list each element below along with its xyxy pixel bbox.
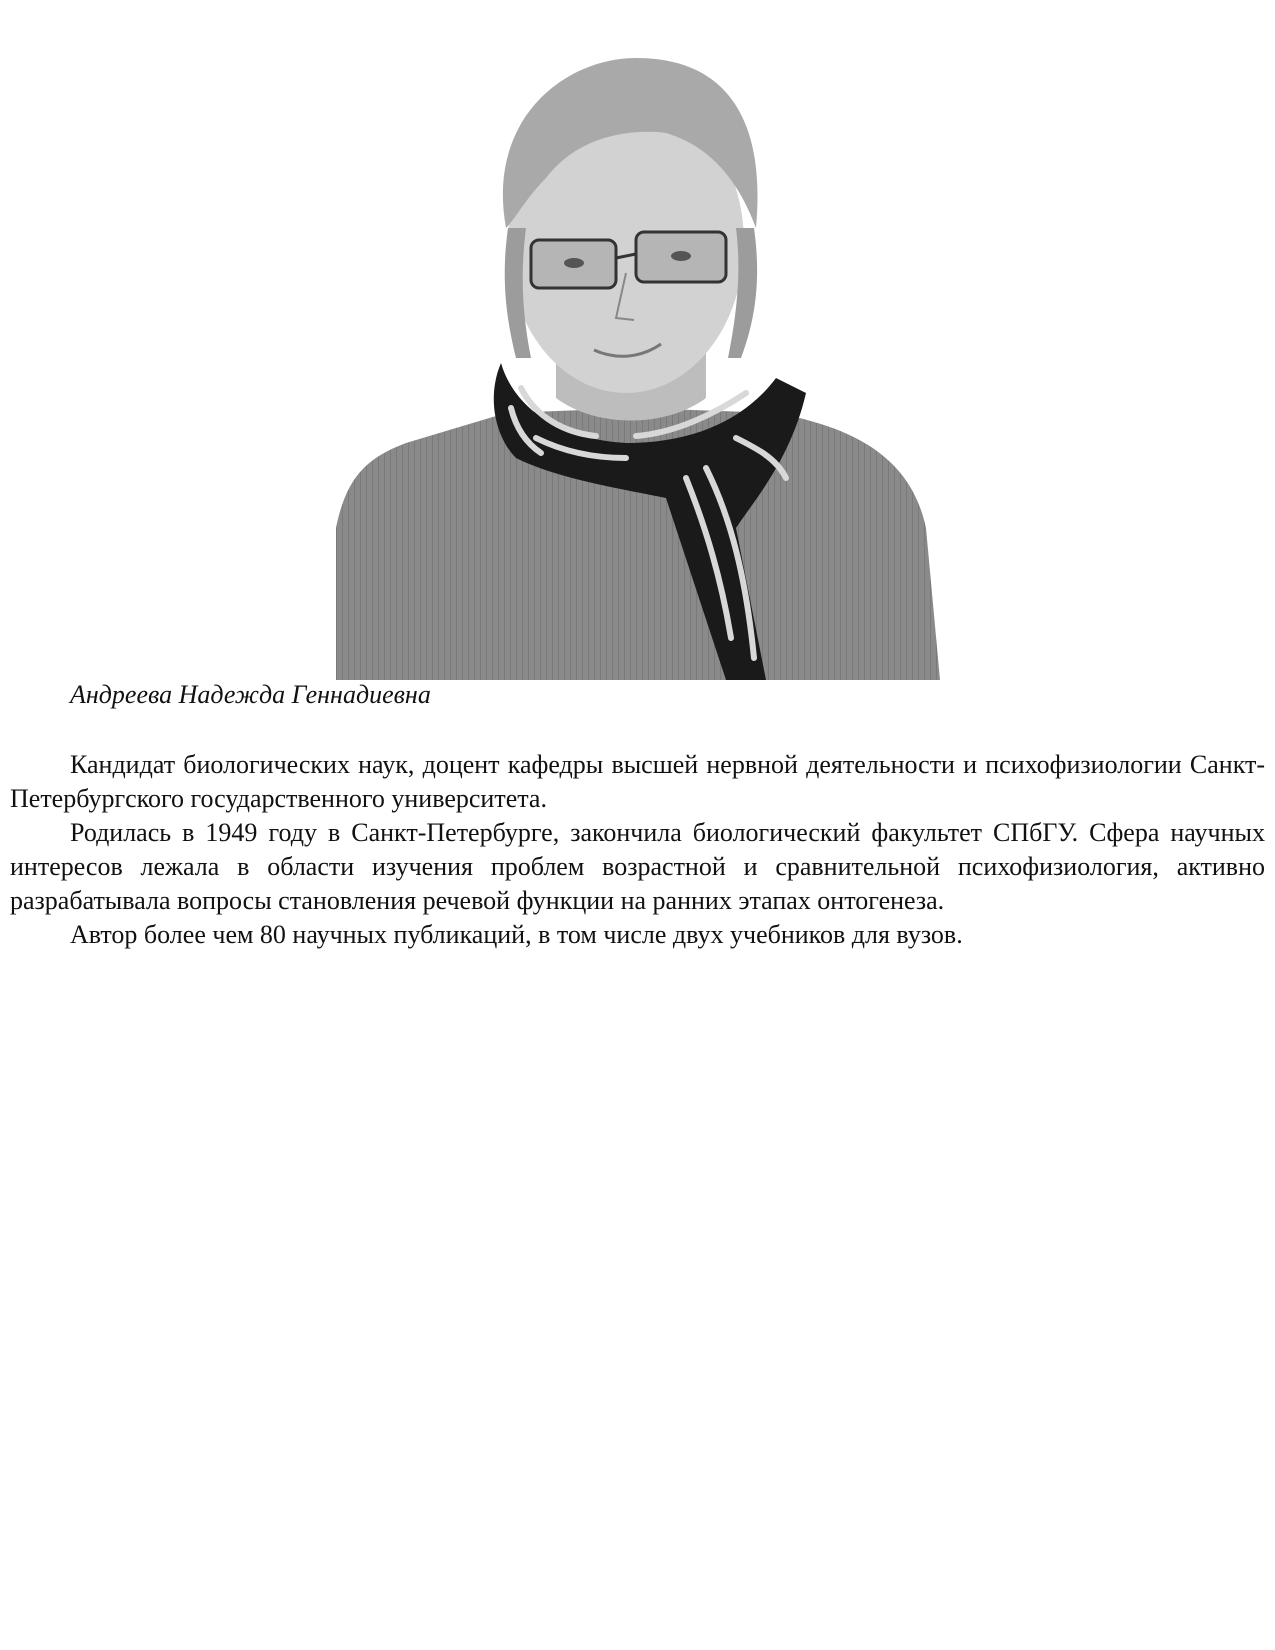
author-name: Андреева Надежда Геннадиевна bbox=[70, 680, 431, 709]
author-biography bbox=[10, 748, 1265, 952]
bio-paragraph-position: Кандидат биологических наук, доцент кафедры высшей нервной деятельности и психофизиологии Санкт-Петербургского государственного университета. bbox=[10, 750, 1265, 813]
portrait-photo-icon bbox=[336, 58, 940, 680]
bio-paragraph-background: Родилась в 1949 году в Санкт-Петербурге, закончила биологический факультет СПбГУ. Сфера научных интересов лежала в области изучения проблем возрастной и сравнительной психофизиология, активно разрабатывала вопросы становления речевой функции на ранних этапах онтогенеза. bbox=[10, 818, 1265, 915]
author-portrait bbox=[336, 58, 940, 680]
bio-paragraph-publications: Автор более чем 80 научных публикаций, в том числе двух учебников для вузов. bbox=[70, 920, 963, 949]
